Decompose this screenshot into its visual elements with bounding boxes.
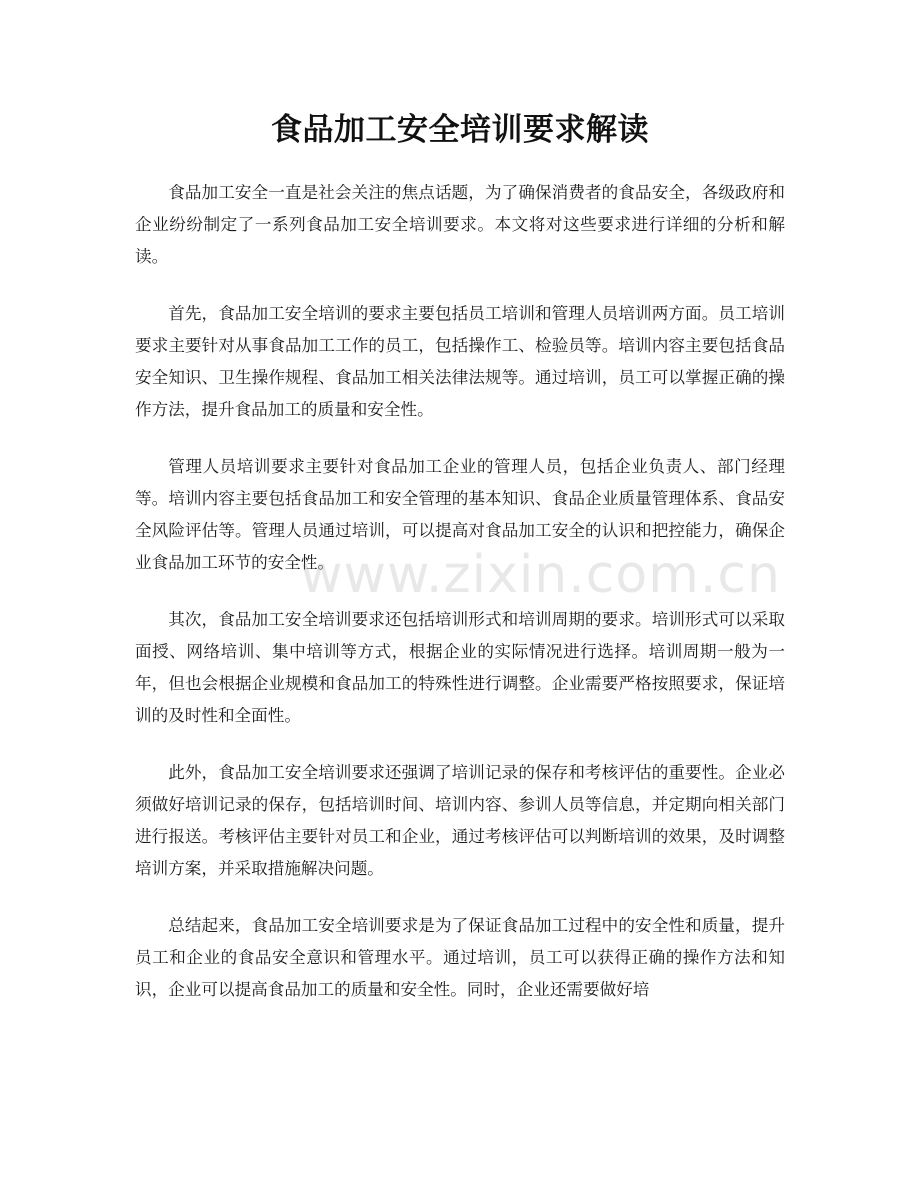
paragraph-employee-training: 首先，食品加工安全培训的要求主要包括员工培训和管理人员培训两方面。员工培训要求主要针对从事食品加工工作的员工，包括操作工、检验员等。培训内容主要包括食品安全知识、卫生操作规程、食品加工相关法律法规等。通过培训，员工可以掌握正确的操作方法，提升食品加工的质量和安全性。 (135, 304, 785, 419)
document-title: 食品加工安全培训要求解读 (271, 112, 649, 148)
document-body (135, 177, 785, 1031)
watermark-text: www.zixin.com.cn (300, 545, 781, 605)
paragraph-summary: 总结起来，食品加工安全培训要求是为了保证食品加工过程中的安全性和质量，提升员工和企业的食品安全意识和管理水平。通过培训，员工可以获得正确的操作方法和知识，企业可以提高食品加工的质量和安全性。同时，企业还需要做好培 (135, 916, 785, 999)
paragraph-records-assessment: 此外，食品加工安全培训要求还强调了培训记录的保存和考核评估的重要性。企业必须做好培训记录的保存，包括培训时间、培训内容、参训人员等信息，并定期向相关部门进行报送。考核评估主要针对员工和企业，通过考核评估可以判断培训的效果，及时调整培训方案，并采取措施解决问题。 (135, 763, 785, 878)
paragraph-intro: 食品加工安全一直是社会关注的焦点话题，为了确保消费者的食品安全，各级政府和企业纷纷制定了一系列食品加工安全培训要求。本文将对这些要求进行详细的分析和解读。 (135, 183, 785, 266)
paragraph-training-form-cycle: 其次，食品加工安全培训要求还包括培训形式和培训周期的要求。培训形式可以采取面授、网络培训、集中培训等方式，根据企业的实际情况进行选择。培训周期一般为一年，但也会根据企业规模和食品加工的特殊性进行调整。企业需要严格按照要求，保证培训的及时性和全面性。 (135, 610, 785, 725)
paragraph-manager-training: 管理人员培训要求主要针对食品加工企业的管理人员，包括企业负责人、部门经理等。培训内容主要包括食品加工和安全管理的基本知识、食品企业质量管理体系、食品安全风险评估等。管理人员通过培训，可以提高对食品加工安全的认识和把控能力，确保企业食品加工环节的安全性。 (135, 457, 785, 572)
